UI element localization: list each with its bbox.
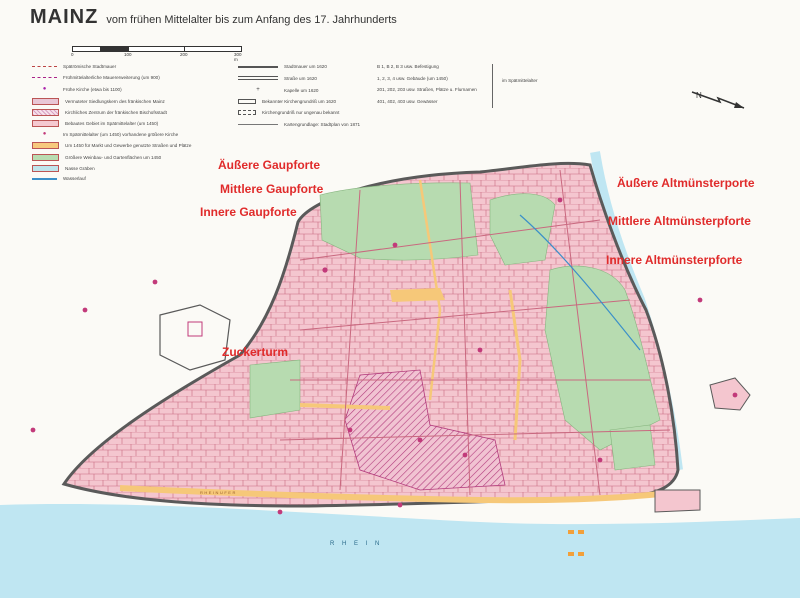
scale-label: 200 xyxy=(180,52,188,57)
legend-label: Kirchliches Zentrum der fränkischen Bischofsstadt xyxy=(65,109,167,115)
scale-label: 100 xyxy=(124,52,132,57)
legend-label: Im Spätmittelalter (um 1450) vorhandene größere Kirche xyxy=(63,131,179,137)
legend-label: Frühe Kirche (etwa bis 1100) xyxy=(63,86,122,92)
annotation-mittlere-gaupforte: Mittlere Gaupforte xyxy=(220,182,324,196)
rhine-river xyxy=(0,504,800,598)
legend-label: Um 1450 für Markt und Gewerbe genutzte Straßen und Plätze xyxy=(65,143,192,149)
legend-label: B 1, B 2, B 3 usw. Befestigung xyxy=(377,64,439,69)
legend-label: Bekannter Kirchengrundriß um 1620 xyxy=(262,98,337,104)
legend-brace-label: im Spätmittelalter xyxy=(502,78,538,83)
legend-label: Vermuteter Siedlungskern des fränkischen Mainz xyxy=(65,98,165,104)
map-title: MAINZ xyxy=(30,6,99,28)
legend-label: Straße um 1620 xyxy=(284,75,317,81)
annotation-zuckerturm: Zuckerturm xyxy=(222,345,289,359)
citadel xyxy=(160,305,230,370)
river-label: R H E I N xyxy=(330,541,383,547)
legend-swatch: + xyxy=(256,87,260,94)
annotation-mittlere-altmuensterpforte: Mittlere Altmünsterpforte xyxy=(608,214,751,228)
legend-label: Bebautes Gebiet im Spätmittelalter (um 1450) xyxy=(65,121,159,126)
bastion xyxy=(655,490,700,512)
legend-swatch: ● xyxy=(42,86,47,93)
svg-text:N: N xyxy=(696,91,702,100)
legend-swatch: ● xyxy=(42,131,47,138)
scale-label: 300 m xyxy=(234,52,242,62)
map-subtitle: vom frühen Mittelalter bis zum Anfang des 17. Jahrhunderts xyxy=(106,14,397,26)
annotation-aeussere-altmuensterpforte: Äußere Altmünsterporte xyxy=(617,176,755,190)
legend-label: 201, 202, 203 usw. Straßen, Plätze u. Flurnamen xyxy=(377,87,477,93)
annotation-innere-altmuensterpforte: Innere Altmünsterpforte xyxy=(606,253,743,267)
garden-area xyxy=(490,194,555,265)
legend-label: Spätrömische Stadtmauer xyxy=(63,64,117,69)
legend-label: 401, 402, 403 usw. Gewässer xyxy=(377,98,438,104)
legend-label: Größere Weinbau- und Gartenflächen um 1450 xyxy=(65,154,162,160)
legend-label: Wasserlauf xyxy=(63,176,86,181)
legend-label: Stadtmauer um 1620 xyxy=(284,64,327,69)
scale-label: 0 xyxy=(71,52,74,57)
legend-label: Nasse Gräben xyxy=(65,165,95,171)
garden-area xyxy=(320,183,478,260)
legend-label: Kapelle um 1620 xyxy=(284,87,319,93)
annotation-innere-gaupforte: Innere Gaupforte xyxy=(200,205,297,219)
legend-label: 1, 2, 3, 4 usw. Gebäude (um 1450) xyxy=(377,75,448,81)
bastion xyxy=(710,378,750,410)
legend-label: Kirchengrundriß nur ungenau bekannt xyxy=(262,110,340,116)
legend-label: Kartengrundlage: Stadtplan von 1871 xyxy=(284,122,361,127)
legend-label: Frühmittelalterliche Mauererweiterung (um 900) xyxy=(63,75,160,81)
river-bank-label: RHEINUFER xyxy=(200,490,237,495)
garden-area xyxy=(250,360,300,418)
annotation-aeussere-gaupforte: Äußere Gaupforte xyxy=(218,158,321,172)
